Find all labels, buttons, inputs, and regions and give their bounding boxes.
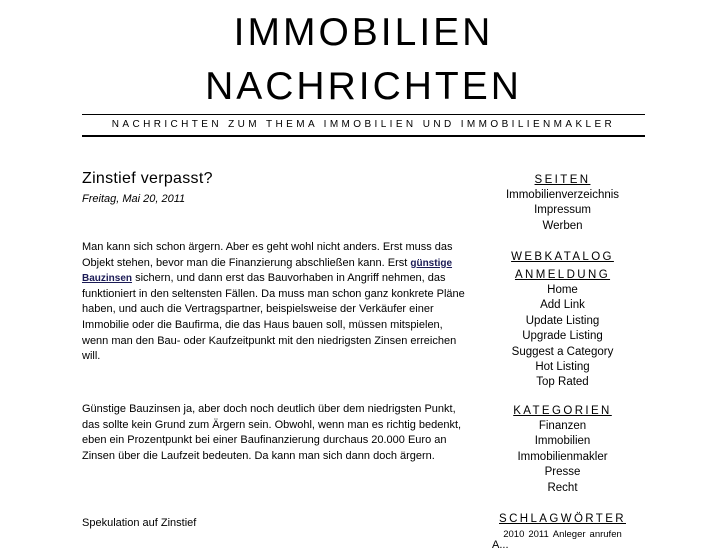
site-title-line1[interactable]: IMMOBILIEN bbox=[233, 11, 494, 54]
sidebar-link-top-rated-text[interactable]: Top Rated bbox=[536, 376, 589, 389]
tag-link-partial[interactable]: A... bbox=[492, 539, 509, 551]
sidebar-category-presse[interactable] bbox=[485, 465, 640, 480]
sidebar-link-werben[interactable] bbox=[485, 219, 640, 234]
tag-link[interactable]: 2011 bbox=[528, 529, 549, 540]
site-title-line2[interactable]: NACHRICHTEN bbox=[205, 65, 522, 108]
sidebar-link-update-listing[interactable] bbox=[485, 314, 640, 329]
sidebar-heading-seiten: SEITEN bbox=[534, 174, 591, 186]
post-paragraph-2: Günstige Bauzinsen ja, aber doch noch deutlich über dem niedrigsten Punkt, das sollte kein Grund zum Ärgern sein. Obwohl, wenn man es richtig bedenkt, eben ein Prozentpunkt bei einer Baufinanzierung durchaus 20.000 Euro an Zinsen über die Laufzeit bedeuten. Da kann man sich dann doch ärgern. bbox=[82, 403, 462, 462]
sidebar-link-upgrade-listing[interactable] bbox=[485, 329, 640, 344]
sidebar-section-kategorien bbox=[485, 401, 640, 496]
sidebar-link-suggest-category[interactable] bbox=[485, 345, 640, 360]
sidebar-link-add-link[interactable] bbox=[485, 298, 640, 313]
sidebar-heading-anmeldung: ANMELDUNG bbox=[514, 269, 611, 281]
sidebar-link-upgrade-listing-text[interactable]: Upgrade Listing bbox=[522, 330, 603, 343]
sidebar-heading-schlagwoerter: SCHLAGWÖRTER bbox=[499, 513, 626, 525]
guenstige-bauzinsen-link[interactable]: günstige Bauzinsen bbox=[82, 257, 453, 285]
site-title[interactable] bbox=[82, 6, 645, 114]
sidebar-link-suggest-category-text[interactable]: Suggest a Category bbox=[511, 345, 614, 358]
tag-link[interactable]: 2010 bbox=[503, 529, 525, 540]
sidebar-link-add-link-text[interactable]: Add Link bbox=[540, 299, 585, 312]
sidebar-link-immobilienverzeichnis-text[interactable]: Immobilienverzeichnis bbox=[505, 189, 620, 201]
sidebar-link-home-text[interactable]: Home bbox=[547, 284, 578, 296]
sidebar-heading-webkatalog: WEBKATALOG bbox=[511, 251, 614, 263]
sidebar-link-hot-listing-text[interactable]: Hot Listing bbox=[535, 361, 590, 374]
sidebar-link-impressum[interactable] bbox=[485, 203, 640, 218]
sidebar-category-immobilienmakler-text[interactable]: Immobilienmakler bbox=[517, 450, 608, 463]
post-title[interactable]: Zinstief verpasst? bbox=[82, 170, 213, 187]
sidebar-link-top-rated[interactable] bbox=[485, 375, 640, 390]
sidebar-link-immobilienverzeichnis[interactable] bbox=[485, 188, 640, 203]
sidebar-link-werben-text[interactable]: Werben bbox=[542, 219, 583, 232]
sidebar-category-presse-text[interactable]: Presse bbox=[544, 466, 581, 479]
sidebar-category-recht[interactable] bbox=[485, 481, 640, 496]
header-rule-bottom bbox=[82, 135, 645, 137]
sidebar-link-impressum-text[interactable]: Impressum bbox=[534, 204, 591, 217]
header-rule-top bbox=[82, 114, 645, 115]
sidebar-link-hot-listing[interactable] bbox=[485, 360, 640, 375]
site-tagline: NACHRICHTEN ZUM THEMA IMMOBILIEN UND IMMOBILIENMAKLER bbox=[111, 119, 616, 130]
sidebar-category-finanzen-text[interactable]: Finanzen bbox=[538, 420, 587, 432]
sidebar-category-immobilienmakler[interactable] bbox=[485, 450, 640, 465]
main-content bbox=[82, 168, 467, 529]
post-date: Freitag, Mai 20, 2011 bbox=[82, 193, 186, 205]
tag-link[interactable]: Anleger bbox=[552, 529, 586, 540]
post-paragraph-1 bbox=[82, 240, 467, 365]
sidebar-link-update-listing-text[interactable]: Update Listing bbox=[525, 314, 600, 327]
sidebar-category-immobilien-text[interactable]: Immobilien bbox=[534, 435, 591, 448]
sidebar-section-seiten bbox=[485, 170, 640, 234]
post-paragraph-1-end: sichern, und dann erst das Bauvorhaben in Angriff nehmen, das funktioniert in den seltensten Fällen. Da muss man schon ganz konkrete Pläne haben, und auch die Vertragspartner, beispielsweise der Verkäufer einer Immobilie oder die Baufirma, die das Haus bauen soll, müssen mitspielen, wenn man den Bau- oder Kaufzeitpunkt mit den niedrigsten Zinsen erreichen will. bbox=[82, 272, 465, 363]
sidebar-link-home[interactable] bbox=[485, 283, 640, 298]
sidebar-category-recht-text[interactable]: Recht bbox=[547, 481, 578, 494]
post-paragraph-1-start: Man kann sich schon ärgern. Aber es geht wohl nicht anders. Erst muss das Objekt stehen, bevor man die Finanzierung abschließen kann. Erst bbox=[82, 241, 453, 269]
sidebar-section-webkatalog bbox=[485, 247, 640, 391]
sidebar-category-finanzen[interactable] bbox=[485, 419, 640, 434]
post-paragraph-3: Spekulation auf Zinstief bbox=[82, 517, 197, 529]
sidebar-category-immobilien[interactable] bbox=[485, 434, 640, 449]
sidebar-heading-kategorien: KATEGORIEN bbox=[513, 405, 612, 417]
sidebar-section-schlagwoerter bbox=[485, 509, 640, 542]
tag-link[interactable]: anrufen bbox=[589, 529, 622, 540]
